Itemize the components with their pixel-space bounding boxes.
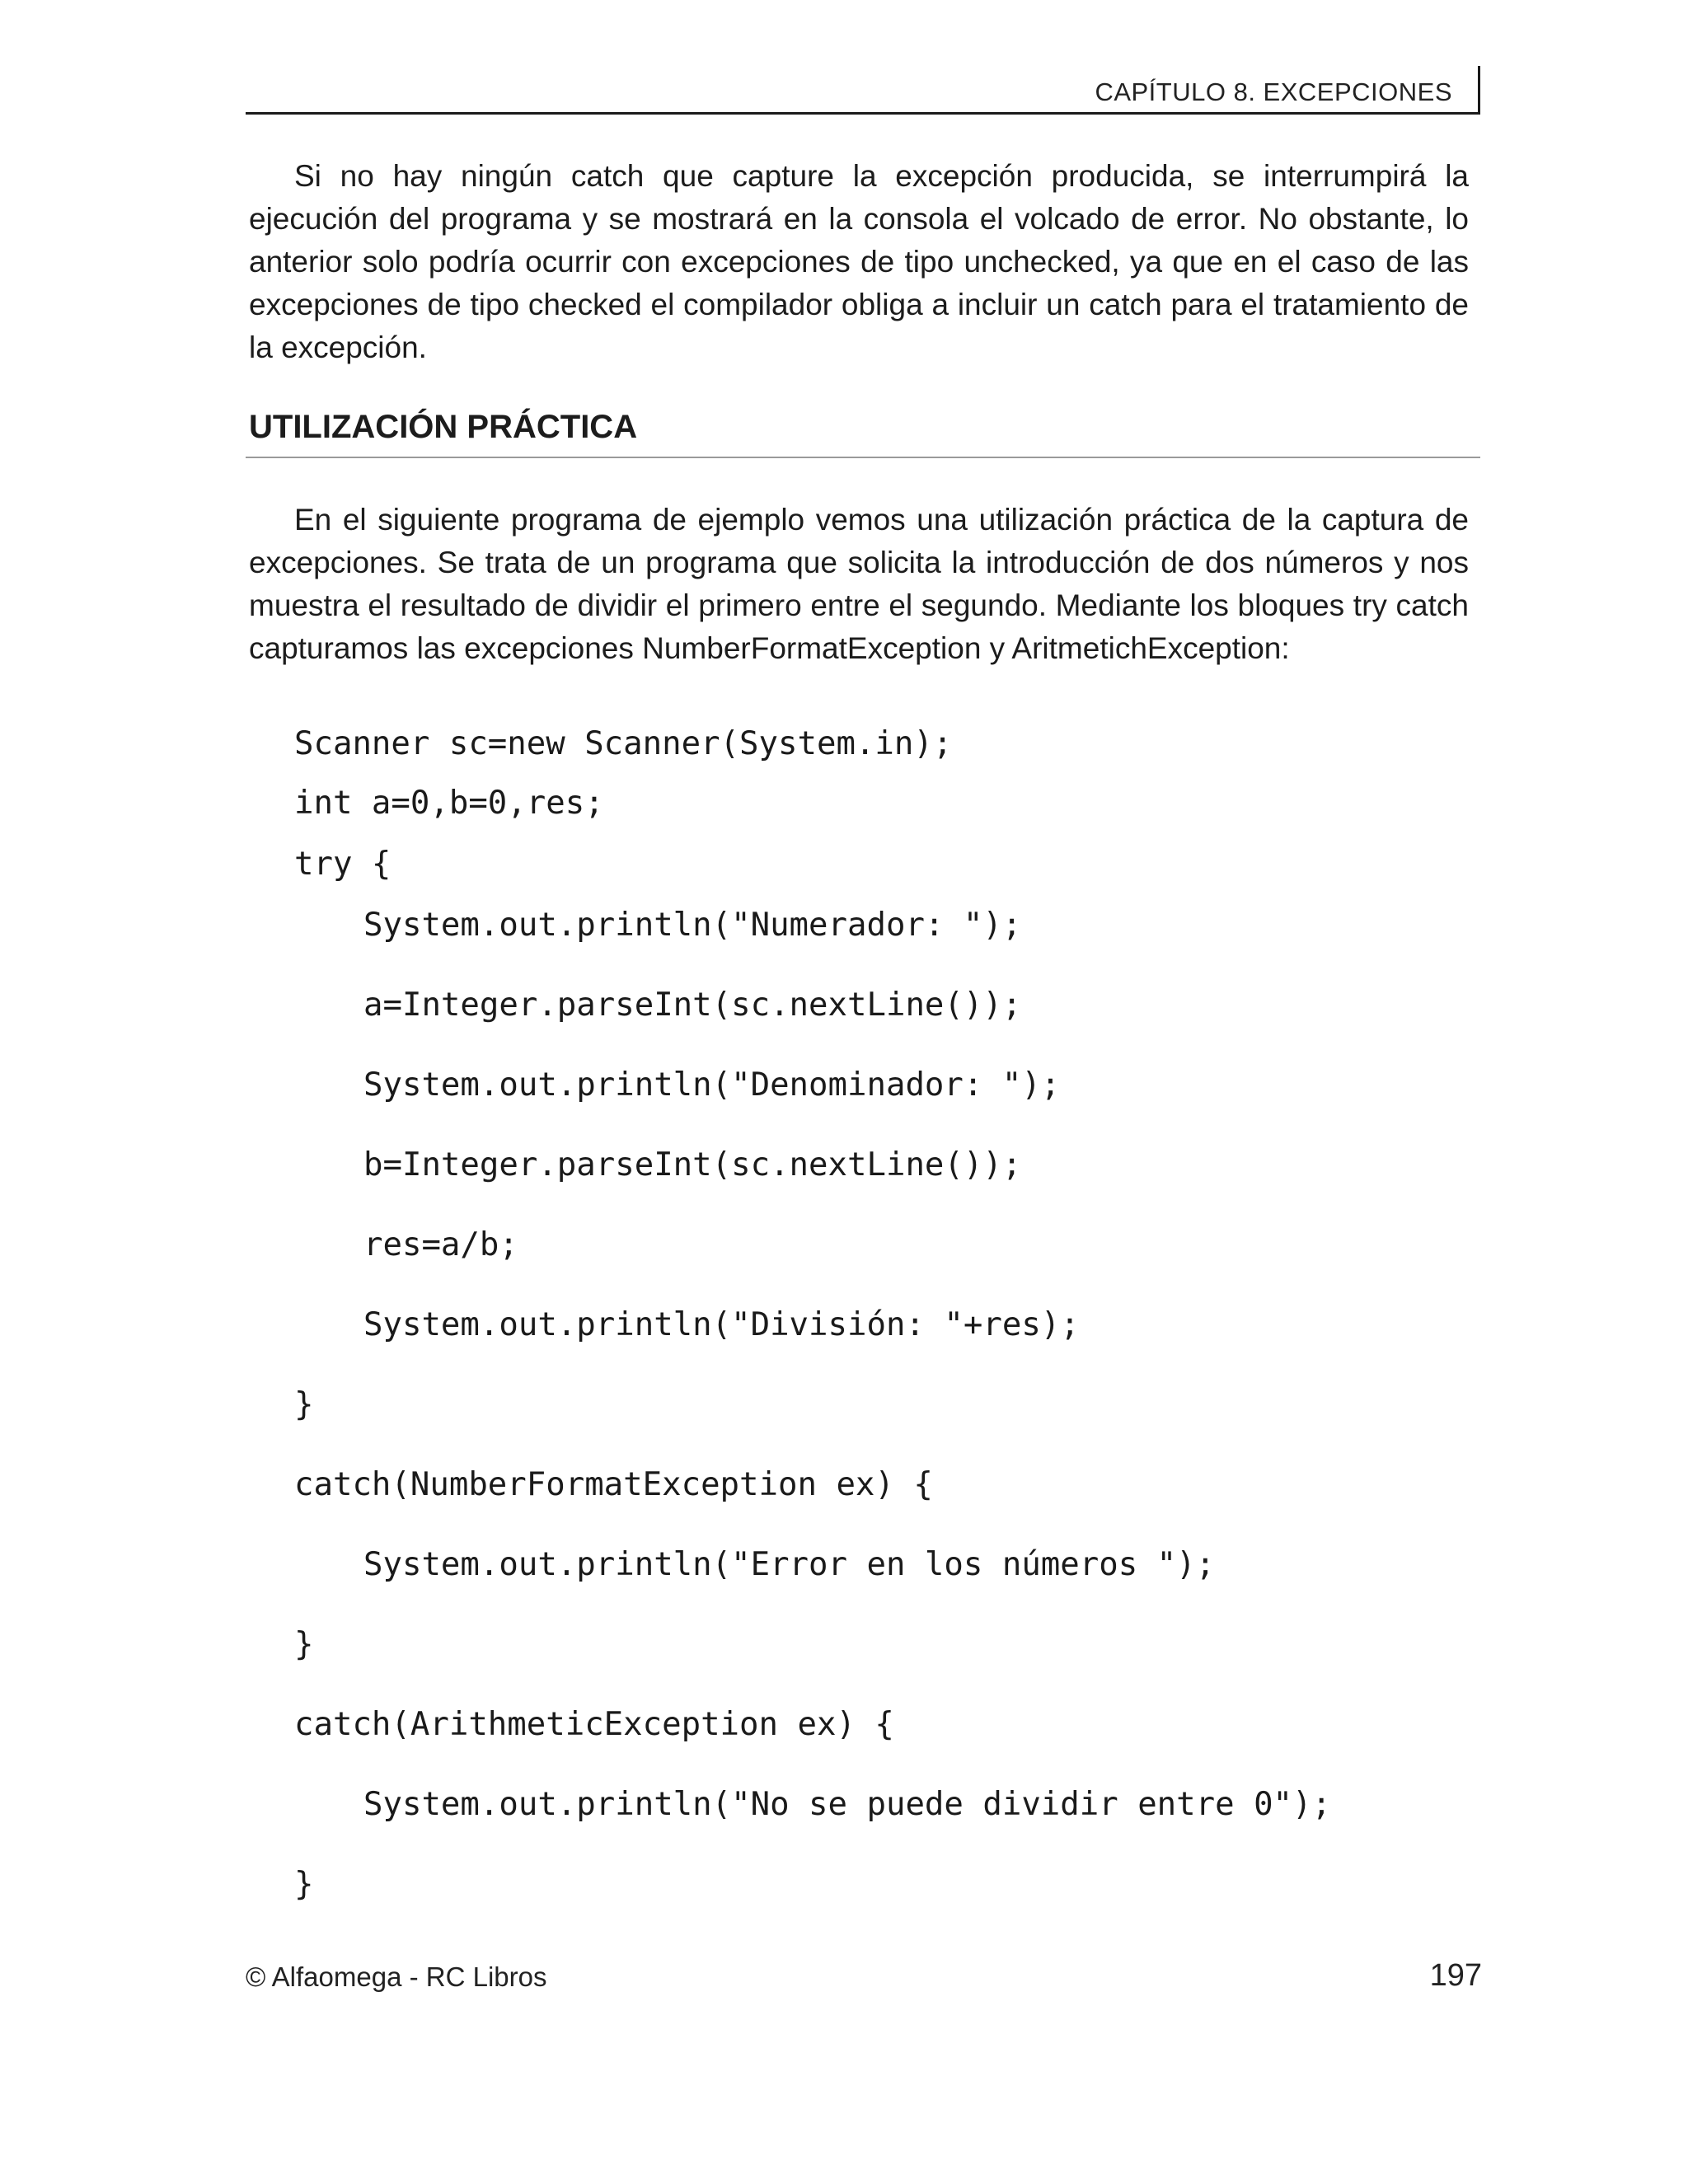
code-line: res=a/b; [363,1226,518,1263]
code-line: try { [294,846,392,883]
section-title: UTILIZACIÓN PRÁCTICA [249,409,638,445]
footer-publisher: © Alfaomega - RC Libros [246,1961,547,1992]
code-line: System.out.println("Error en los números "); [363,1546,1216,1583]
code-line: a=Integer.parseInt(sc.nextLine()); [363,987,1022,1024]
code-line: System.out.println("Denominador: "); [363,1066,1061,1104]
section-heading [246,404,1480,458]
chapter-title: CAPÍTULO 8. EXCEPCIONES [1095,77,1452,106]
paragraph-example-intro [249,499,1469,670]
running-header [246,66,1480,115]
code-line: } [294,1866,314,1903]
code-line: catch(NumberFormatException ex) { [294,1466,933,1503]
code-line: System.out.println("División: "+res); [363,1306,1080,1343]
paragraph-unchecked-exceptions [249,155,1469,369]
code-line: } [294,1386,314,1423]
code-line: catch(ArithmeticException ex) { [294,1706,894,1743]
page-number: 197 [1429,1958,1482,1993]
code-line: } [294,1626,314,1663]
code-line: b=Integer.parseInt(sc.nextLine()); [363,1146,1022,1183]
code-line: System.out.println("Numerador: "); [363,907,1022,944]
code-line: int a=0,b=0,res; [294,785,604,822]
paragraph-1-text: Si no hay ningún catch que capture la excepción producida, se interrumpirá la ejecución del programa y se mostrará en la consola el volcado de error. No obstante, lo anterior solo podría ocurrir con excepciones de tipo unchecked, ya que en el caso de las excepciones de tipo checked el compilador obliga a incluir un catch para el tratamiento de la excepción. [249,159,1469,364]
paragraph-2-text: En el siguiente programa de ejemplo vemos una utilización práctica de la captura de excepciones. Se trata de un programa que solicita la introducción de dos números y nos muestra el resultado de dividir el primero entre el segundo. Mediante los bloques try catch capturamos las excepciones NumberFormatException y AritmetichException: [249,503,1469,665]
code-line: Scanner sc=new Scanner(System.in); [294,725,953,762]
header-rule-vertical [1478,66,1480,112]
code-line: System.out.println("No se puede dividir entre 0"); [363,1786,1331,1823]
